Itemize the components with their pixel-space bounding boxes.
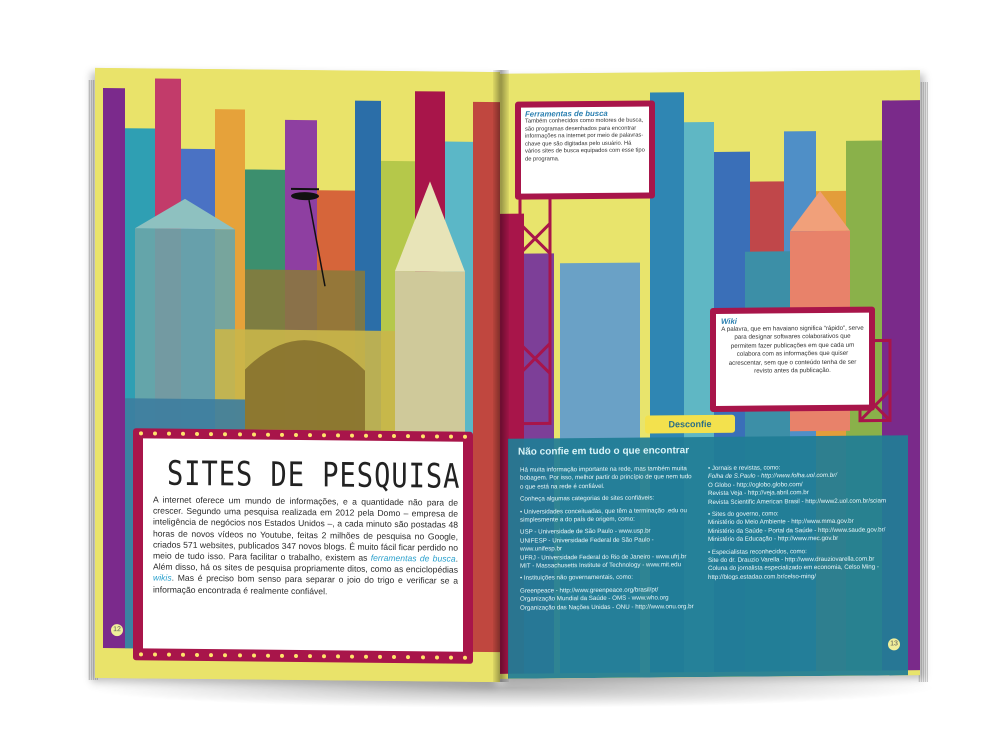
info-box-ferramentas <box>521 107 649 194</box>
intro-text-part2: . Além disso, há os sites de pesquisa propriamente ditos, como as enciclopédias <box>153 553 458 575</box>
page-number-left: 12 <box>111 624 123 636</box>
desconfie-tab: Desconfie <box>645 415 735 434</box>
list-item: Organização das Nações Unidas - ONU - http://www.onu.org.br <box>520 602 694 612</box>
list-heading-government: • Sites do governo, como: <box>708 510 779 519</box>
panel-right-column <box>708 463 898 582</box>
intro-text-part3: . Mas é preciso bom senso para separar o joio do trigo e verificar se a informação encontrada é realmente confiável. <box>153 573 458 596</box>
list-heading-newspapers: • Jornais e revistas, como: <box>708 464 781 473</box>
page-number-right: 13 <box>888 638 900 650</box>
right-page <box>500 70 920 679</box>
list-heading-experts: • Especialistas reconhecidos, como: <box>708 547 807 556</box>
panel-intro: Há muita informação importante na rede, mas também muita bobagem. Por isso, melhor partir do princípio de que nem tudo o que está na rede é confiável. <box>520 465 692 491</box>
list-item: Ministério do Meio Ambiente - http://www.mma.gov.br <box>708 518 854 527</box>
list-item: Site do dr. Drauzio Varella - http://www.drauziovarella.com.br <box>708 555 875 565</box>
desconfie-panel <box>508 435 908 678</box>
list-item: UNIFESP - Universidade Federal de São Paulo - www.unifesp.br <box>520 536 654 553</box>
link-ferramentas-de-busca[interactable]: ferramentas de busca <box>370 552 456 564</box>
list-item: Folha de S.Paulo - http://www.folha.uol.com.br/ <box>708 472 837 481</box>
sign-panel <box>143 438 463 651</box>
sign-lights-bottom <box>139 652 467 659</box>
left-page <box>95 68 500 682</box>
intro-text-part1: A internet oferece um mundo de informações, e a quantidade não para de crescer. Segundo uma pesquisa realizada em 2012 pela Domo – empresa de inteligência de negócios nos Estados Unidos –, a cada minuto são postadas 48 horas de novos vídeos no Youtube, feitas 2 milhões de pesquisa no Google, criados 571 websites, publicados 347 novos blogs. É muito fácil ficar perdido no meio de tudo isso. Para facilitar o trabalho, existem as <box>153 494 458 563</box>
list-item: Greenpeace - http://www.greenpeace.org/brasil/pt/ <box>520 586 659 595</box>
ferramentas-title: Ferramentas de busca <box>525 108 608 119</box>
list-heading-universities: • Universidades conceituadas, que têm a terminação .edu ou simplesmente a do país de origem, como: <box>520 506 687 524</box>
list-item: MIT - Massachusetts Institute of Technology - www.mit.edu <box>520 561 682 570</box>
list-item: O Globo - http://oglobo.globo.com/ <box>708 481 803 489</box>
wiki-text: A palavra, que em havaiano significa “rápido”, serve para designar softwares colaborativos que permitem fazer publicações em que cada um colabora com as informações que quiser acrescentar, sem que o conteúdo tenha de ser revisto antes da publicação. <box>721 324 864 375</box>
list-item: UFRJ - Universidade Federal do Rio de Janeiro - www.ufrj.br <box>520 552 687 562</box>
panel-left-column <box>520 465 695 613</box>
wiki-title: Wiki <box>721 316 737 326</box>
list-item: Revista Scientific American Brasil - http://www2.uol.com.br/sciam <box>708 497 887 506</box>
page-title: SITES DE PESQUISA <box>167 454 461 497</box>
info-sign-ferramentas <box>515 100 655 199</box>
sign-lights-top <box>139 431 467 438</box>
book-spine <box>493 70 509 682</box>
info-sign-wiki <box>710 307 875 412</box>
list-item: USP - Universidade de São Paulo - www.usp.br <box>520 527 651 537</box>
panel-title: Não confie em tudo o que encontrar <box>518 445 690 458</box>
link-wikis[interactable]: wikis <box>153 572 172 584</box>
info-box-wiki <box>716 313 869 406</box>
list-item: Coluna do jornalista especializado em economia, Celso Ming - http://blogs.estadao.com.br/celso-ming/ <box>708 563 879 581</box>
title-sign <box>133 428 473 664</box>
list-item: Ministério da Saúde - Portal da Saúde - http://www.saude.gov.br/ <box>708 526 886 535</box>
intro-paragraph <box>153 494 458 598</box>
list-item: Revista Veja - http://veja.abril.com.br <box>708 489 809 498</box>
ferramentas-text: Também conhecidos como motores de busca, são programas desenhados para encontrar informações na internet por meio de palavras-chave que são digitadas pelo usuário. Há vários sites de busca equipados com esse tipo de programa. <box>525 117 645 163</box>
list-item: Organização Mundial da Saúde - OMS - www.who.org <box>520 594 669 603</box>
list-item: Ministério da Educação - http://www.mec.gov.br <box>708 535 839 544</box>
panel-categories-heading: Conheça algumas categorias de sites confiáveis: <box>520 494 655 503</box>
list-heading-ngos: • Instituições não governamentais, como: <box>520 574 633 583</box>
